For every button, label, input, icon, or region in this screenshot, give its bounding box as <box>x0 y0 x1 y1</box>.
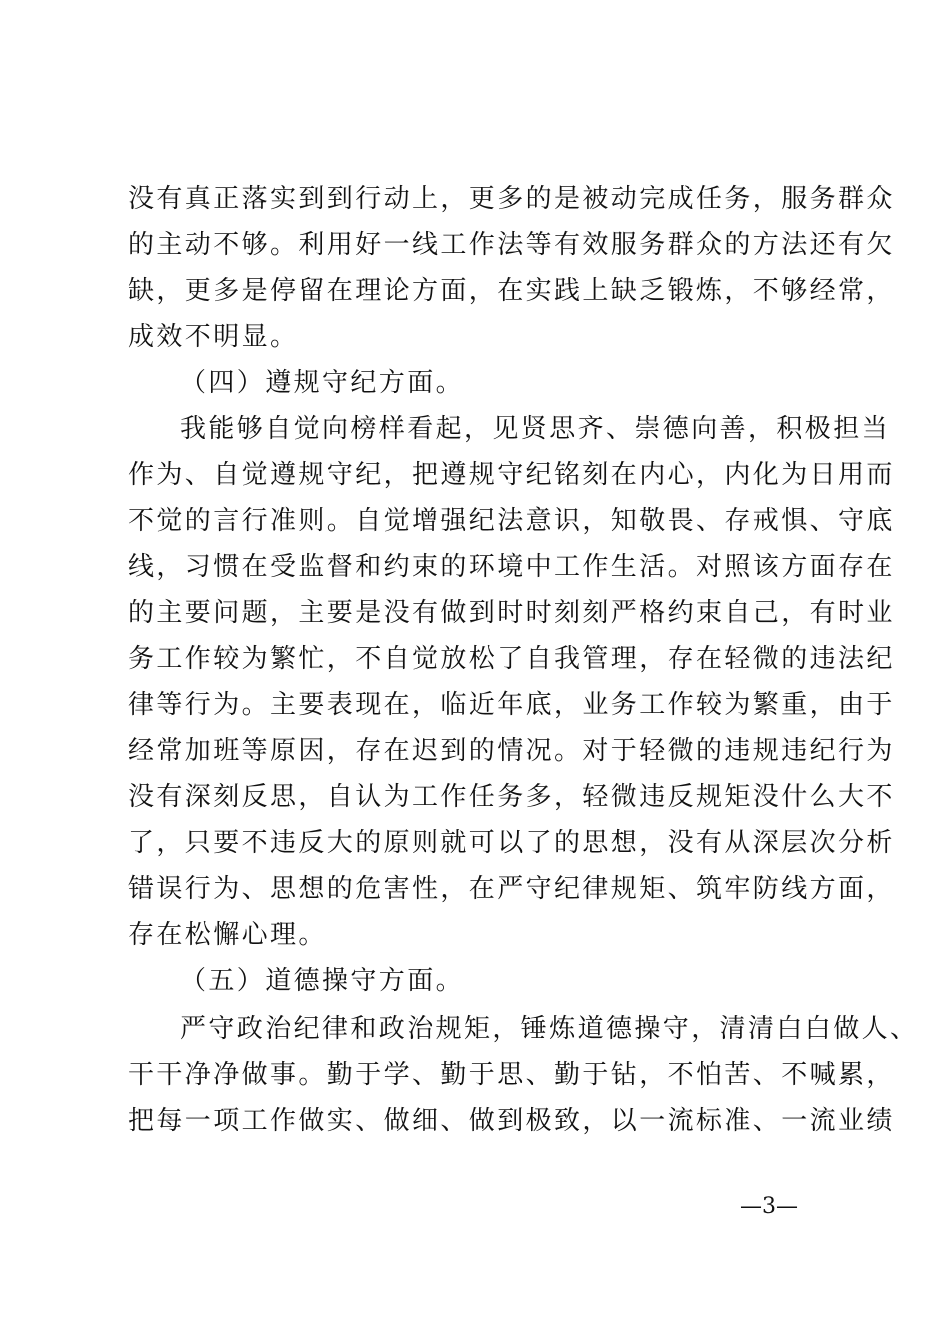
body-text-line: 的主要问题，主要是没有做到时时刻刻严格约束自己，有时业 <box>128 598 895 628</box>
body-text-line: 没有真正落实到到行动上，更多的是被动完成任务，服务群众 <box>128 184 895 214</box>
body-text-line: 了，只要不违反大的原则就可以了的思想，没有从深层次分析 <box>128 828 895 858</box>
body-text-line: 错误行为、思想的危害性，在严守纪律规矩、筑牢防线方面， <box>128 874 895 904</box>
page-number: —3— <box>740 1194 798 1219</box>
body-text-line: 律等行为。主要表现在，临近年底，业务工作较为繁重，由于 <box>128 690 895 720</box>
body-text-line: 不觉的言行准则。自觉增强纪法意识，知敬畏、存戒惧、守底 <box>128 506 895 536</box>
body-text-line: 线，习惯在受监督和约束的环境中工作生活。对照该方面存在 <box>128 552 895 582</box>
section-heading-five: （五）道德操守方面。 <box>180 966 465 996</box>
body-text-line: 的主动不够。利用好一线工作法等有效服务群众的方法还有欠 <box>128 230 895 260</box>
body-text-line: 作为、自觉遵规守纪，把遵规守纪铭刻在内心，内化为日用而 <box>128 460 895 490</box>
paragraph-first-line: 严守政治纪律和政治规矩，锤炼道德操守，清清白白做人、 <box>180 1014 919 1044</box>
body-text-line: 干干净净做事。勤于学、勤于思、勤于钻，不怕苦、不喊累， <box>128 1060 895 1090</box>
section-heading-four: （四）遵规守纪方面。 <box>180 368 465 398</box>
body-text-line: 存在松懈心理。 <box>128 920 327 950</box>
body-text-line: 缺，更多是停留在理论方面，在实践上缺乏锻炼，不够经常， <box>128 276 895 306</box>
body-text-line: 成效不明显。 <box>128 322 299 352</box>
body-text-line: 没有深刻反思，自认为工作任务多，轻微违反规矩没什么大不 <box>128 782 895 812</box>
paragraph-first-line: 我能够自觉向榜样看起，见贤思齐、崇德向善，积极担当 <box>180 414 891 444</box>
body-text-line: 经常加班等原因，存在迟到的情况。对于轻微的违规违纪行为 <box>128 736 895 766</box>
body-text-line: 务工作较为繁忙，不自觉放松了自我管理，存在轻微的违法纪 <box>128 644 895 674</box>
body-text-line: 把每一项工作做实、做细、做到极致，以一流标准、一流业绩 <box>128 1106 895 1136</box>
